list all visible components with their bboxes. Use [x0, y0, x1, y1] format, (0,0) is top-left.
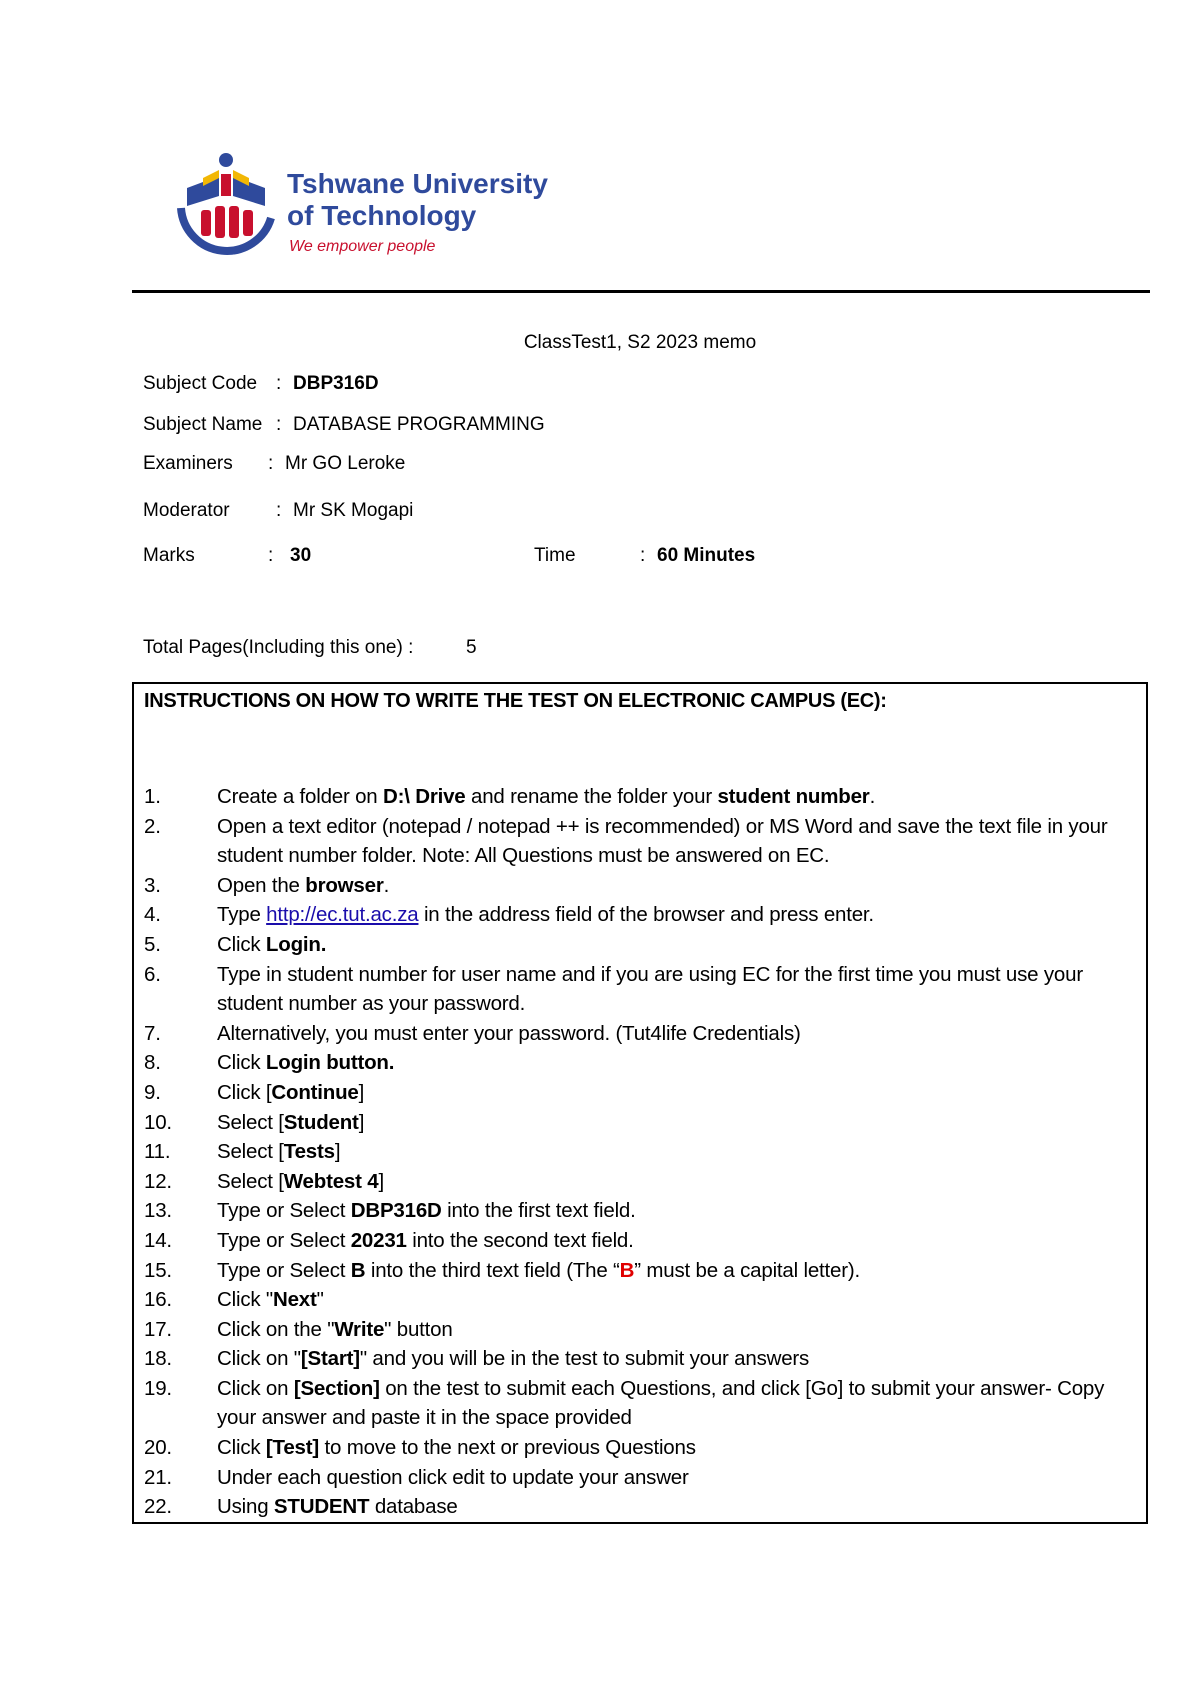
time-label: Time	[534, 545, 576, 566]
step-number: 6.	[144, 962, 161, 986]
step-text	[217, 930, 1134, 960]
step-bold-run: DBP316D	[350, 1199, 442, 1223]
instruction-step	[144, 1344, 1134, 1374]
step-text-run: Under each question click edit to update your answer	[217, 1465, 689, 1489]
step-number: 21.	[144, 1465, 172, 1489]
step-text-run: Select [	[217, 1169, 284, 1193]
subject-name-value: DATABASE PROGRAMMING	[293, 414, 545, 435]
step-text-run: into the third text field (The “	[365, 1258, 620, 1282]
step-text-run: ]	[358, 1080, 365, 1104]
step-text	[217, 1492, 1134, 1522]
step-text-run: Select [	[217, 1110, 284, 1134]
step-text-run: Type or Select	[217, 1258, 351, 1282]
step-text-run: Click	[217, 1051, 266, 1075]
instruction-step	[144, 1492, 1134, 1522]
instruction-step	[144, 1137, 1134, 1167]
step-text	[217, 1256, 1134, 1286]
instructions-heading: INSTRUCTIONS ON HOW TO WRITE THE TEST ON ELECTRONIC CAMPUS (EC):	[144, 690, 887, 712]
step-text	[217, 871, 1134, 901]
step-text-run: Click "	[217, 1288, 273, 1312]
instruction-step	[144, 1463, 1134, 1493]
total-pages-label: Total Pages(Including this one) :	[143, 637, 414, 658]
step-text-run: Open the	[217, 873, 306, 897]
university-name-line1: Tshwane University	[287, 168, 548, 199]
step-bold-run: 20231	[350, 1228, 407, 1252]
instruction-step	[144, 1433, 1134, 1463]
step-text-run: Click [	[217, 1080, 272, 1104]
header-divider	[132, 290, 1150, 293]
step-text-run: into the second text field.	[406, 1228, 634, 1252]
tut-emblem-icon	[167, 148, 285, 266]
time-colon: :	[640, 545, 646, 566]
university-name	[287, 168, 548, 232]
subject-code-label: Subject Code	[143, 373, 258, 394]
step-text	[217, 1078, 1134, 1108]
step-number: 13.	[144, 1199, 172, 1223]
step-bold-run: Write	[334, 1317, 385, 1341]
step-text-run: into the first text field.	[441, 1199, 636, 1223]
instruction-step	[144, 871, 1134, 901]
step-text-run: Click on	[217, 1376, 294, 1400]
step-text-run: Open a text editor (notepad / notepad ++ is recommended) or MS Word and save the text file in your student number folder. Note: All Questions must be answered on EC.	[217, 814, 1108, 868]
ec-url-link[interactable]: http://ec.tut.ac.za	[266, 903, 419, 927]
step-text-run: Select [	[217, 1140, 284, 1164]
instruction-step	[144, 1167, 1134, 1197]
university-tagline: We empower people	[289, 238, 436, 255]
step-text	[217, 812, 1134, 871]
step-bold-run: Next	[273, 1288, 317, 1312]
step-number: 7.	[144, 1021, 161, 1045]
step-text	[217, 1019, 1134, 1049]
step-number: 10.	[144, 1110, 172, 1134]
step-text	[217, 1344, 1134, 1374]
step-text-run: Create a folder on	[217, 785, 383, 808]
step-text	[217, 1285, 1134, 1315]
examiners-value: Mr GO Leroke	[285, 453, 406, 474]
instruction-step	[144, 930, 1134, 960]
examiners-colon: :	[268, 453, 274, 474]
moderator-colon: :	[276, 500, 282, 521]
instruction-step	[144, 812, 1134, 871]
step-text-run: Click on "	[217, 1347, 301, 1371]
instruction-step	[144, 1315, 1134, 1345]
step-number: 1.	[144, 785, 161, 808]
step-text-run: ” must be a capital letter).	[634, 1258, 860, 1282]
instruction-step	[144, 782, 1134, 812]
step-text-run: and rename the folder your	[465, 785, 718, 808]
step-text	[217, 1463, 1134, 1493]
step-bold-run: D:\ Drive	[383, 785, 466, 808]
instruction-step	[144, 1374, 1134, 1433]
examiners-label: Examiners	[143, 453, 233, 474]
marks-value: 30	[290, 545, 312, 566]
step-text-run: "	[316, 1288, 324, 1312]
step-number: 14.	[144, 1228, 172, 1252]
step-text-run: .	[383, 873, 390, 897]
marks-colon: :	[268, 545, 274, 566]
step-bold-run: Tests	[283, 1140, 335, 1164]
step-text	[217, 1196, 1134, 1226]
step-text	[217, 1315, 1134, 1345]
instructions-box	[132, 682, 1148, 1524]
university-name-line2: of Technology	[287, 200, 477, 231]
step-number: 2.	[144, 814, 161, 838]
marks-label: Marks	[143, 545, 195, 566]
step-text-run: Click	[217, 1436, 266, 1460]
instruction-step	[144, 1226, 1134, 1256]
step-number: 20.	[144, 1436, 172, 1460]
instruction-step	[144, 1256, 1134, 1286]
step-bold-run: browser	[305, 873, 384, 897]
instruction-step	[144, 960, 1134, 1019]
step-number: 3.	[144, 873, 161, 897]
step-text-run: Click	[217, 932, 266, 956]
step-text-run: Type or Select	[217, 1199, 351, 1223]
moderator-value: Mr SK Mogapi	[293, 500, 414, 521]
step-text	[217, 900, 1134, 930]
step-number: 15.	[144, 1258, 172, 1282]
instruction-step	[144, 1108, 1134, 1138]
step-number: 18.	[144, 1347, 172, 1371]
step-bold-run: Continue	[271, 1080, 359, 1104]
step-bold-run: [Section]	[293, 1376, 380, 1400]
step-number: 5.	[144, 932, 161, 956]
step-text	[217, 1108, 1134, 1138]
instruction-step	[144, 1285, 1134, 1315]
subject-code-colon: :	[276, 373, 282, 394]
step-number: 19.	[144, 1376, 172, 1400]
step-number: 12.	[144, 1169, 172, 1193]
step-text	[217, 1226, 1134, 1256]
step-text-run: database	[369, 1495, 458, 1519]
step-text-run: to move to the next or previous Questions	[319, 1436, 696, 1460]
step-bold-run: Login.	[265, 932, 327, 956]
step-bold-run: student number	[717, 785, 870, 808]
step-bold-run: Webtest 4	[283, 1169, 379, 1193]
step-text-run: in the address field of the browser and press enter.	[418, 903, 874, 927]
step-text-run: on the test to submit each Questions, and click [Go] to submit your answer- Copy your answer and paste it in the space provided	[217, 1376, 1105, 1430]
step-number: 9.	[144, 1080, 161, 1104]
step-text	[217, 1433, 1134, 1463]
total-pages-value: 5	[466, 637, 477, 658]
step-number: 8.	[144, 1051, 161, 1075]
step-number: 4.	[144, 903, 161, 927]
step-number: 16.	[144, 1288, 172, 1312]
step-text	[217, 782, 1134, 812]
step-text-run: " and you will be in the test to submit your answers	[359, 1347, 810, 1371]
instruction-step	[144, 1048, 1134, 1078]
step-text	[217, 1137, 1134, 1167]
step-text	[217, 960, 1134, 1019]
step-bold-run: [Test]	[265, 1436, 320, 1460]
step-text-run: ]	[358, 1110, 365, 1134]
tut-logo	[167, 148, 567, 272]
step-bold-run: B	[350, 1258, 366, 1282]
subject-name-colon: :	[276, 414, 282, 435]
step-text-run: Type or Select	[217, 1228, 351, 1252]
document-title: ClassTest1, S2 2023 memo	[523, 332, 757, 353]
time-value: 60 Minutes	[657, 545, 756, 566]
instruction-step	[144, 1196, 1134, 1226]
instruction-step	[144, 900, 1134, 930]
instructions-list	[144, 782, 1134, 1522]
step-text-run: Alternatively, you must enter your password. (Tut4life Credentials)	[217, 1021, 801, 1045]
step-text-run: Click on the "	[217, 1317, 335, 1341]
step-text-run: Using	[217, 1495, 274, 1519]
step-bold-run: [Start]	[300, 1347, 360, 1371]
subject-name-label: Subject Name	[143, 414, 263, 435]
moderator-label: Moderator	[143, 500, 230, 521]
step-text	[217, 1048, 1134, 1078]
step-text-run: ]	[334, 1140, 341, 1164]
step-text-run: Type	[217, 903, 267, 927]
step-number: 22.	[144, 1495, 172, 1519]
step-bold-run: STUDENT	[273, 1495, 370, 1519]
step-text	[217, 1374, 1134, 1433]
step-number: 11.	[144, 1140, 171, 1164]
instruction-step	[144, 1019, 1134, 1049]
instruction-step	[144, 1078, 1134, 1108]
step-text-run: " button	[384, 1317, 453, 1341]
step-text-run: .	[869, 785, 876, 808]
step-bold-run: Student	[283, 1110, 359, 1134]
step-text	[217, 1167, 1134, 1197]
step-text-run: ]	[378, 1169, 384, 1193]
step-text-run: Type in student number for user name and if you are using EC for the first time you must use your student number as your password.	[217, 962, 1083, 1016]
step-number: 17.	[144, 1317, 172, 1341]
step-bold-run: Login button.	[265, 1051, 395, 1075]
subject-code-value: DBP316D	[293, 373, 379, 394]
step-red-run: B	[619, 1258, 635, 1282]
